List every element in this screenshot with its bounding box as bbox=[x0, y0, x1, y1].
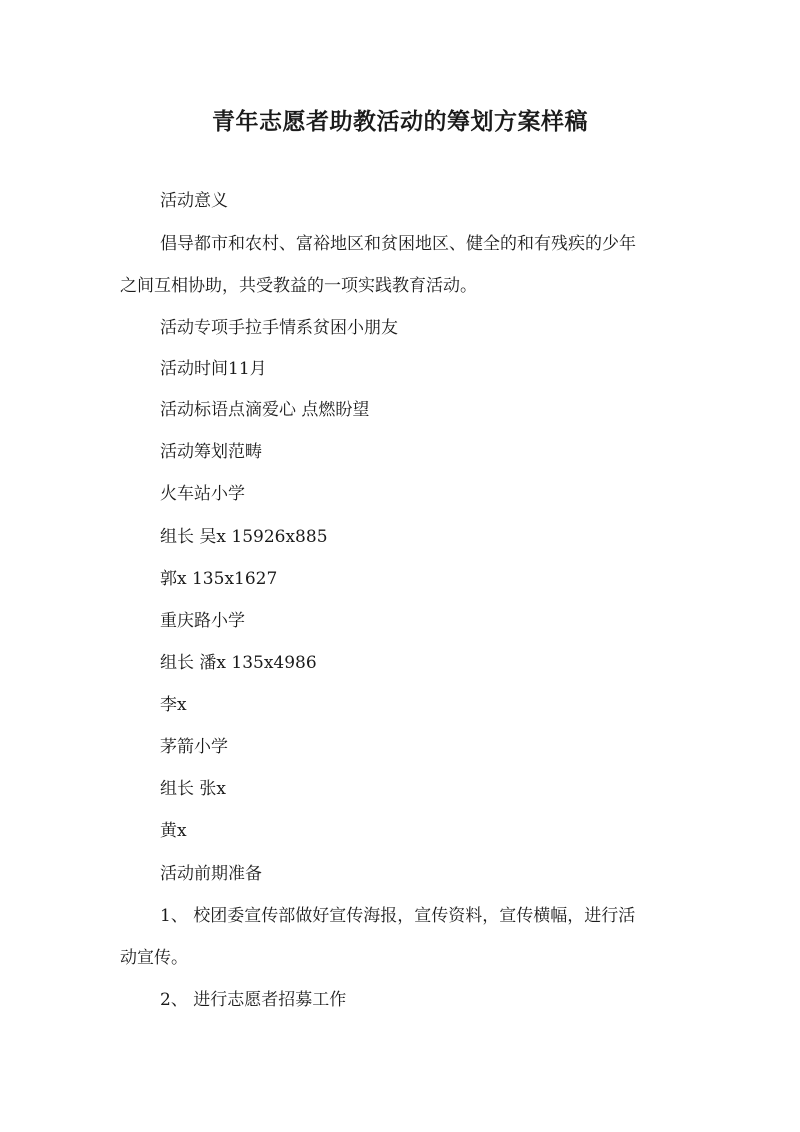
school-name: 重庆路小学 bbox=[160, 611, 245, 631]
section-heading-significance: 活动意义 bbox=[160, 191, 228, 211]
school-name: 茅箭小学 bbox=[160, 737, 228, 757]
member-line: 郭x 135x1627 bbox=[160, 569, 278, 589]
group-leader-line: 组长 张x bbox=[160, 779, 226, 799]
activity-time: 活动时间11月 bbox=[160, 359, 267, 379]
paragraph-line: 倡导都市和农村、富裕地区和贫困地区、健全的和有残疾的少年 bbox=[160, 234, 636, 254]
section-heading-preparation: 活动前期准备 bbox=[160, 864, 262, 884]
group-leader-line: 组长 潘x 135x4986 bbox=[160, 653, 317, 673]
member-line: 黄x bbox=[160, 821, 187, 841]
section-heading-scope: 活动筹划范畴 bbox=[160, 442, 262, 462]
paragraph-line: 之间互相协助，共受教益的一项实践教育活动。 bbox=[120, 276, 477, 296]
group-leader-line: 组长 吴x 15926x885 bbox=[160, 527, 328, 547]
document-title: 青年志愿者助教活动的筹划方案样稿 bbox=[212, 108, 588, 135]
list-item-2: 2、 进行志愿者招募工作 bbox=[160, 990, 347, 1010]
list-item-1: 1、 校团委宣传部做好宣传海报，宣传资料，宣传横幅，进行活 bbox=[160, 906, 636, 926]
school-name: 火车站小学 bbox=[160, 484, 245, 504]
list-item-1-continued: 动宣传。 bbox=[120, 948, 188, 968]
activity-slogan: 活动标语点滴爱心 点燃盼望 bbox=[160, 400, 370, 420]
member-line: 李x bbox=[160, 695, 187, 715]
activity-topic: 活动专项手拉手情系贫困小朋友 bbox=[160, 318, 398, 338]
